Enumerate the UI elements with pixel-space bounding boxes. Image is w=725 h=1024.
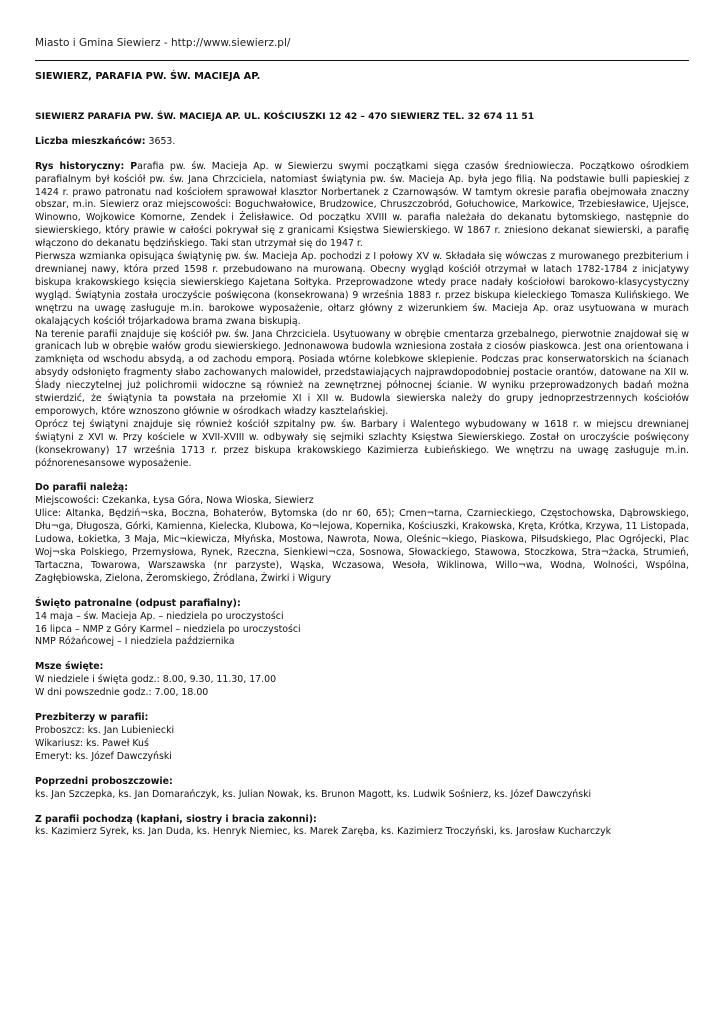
history-paragraph-3: Na terenie parafii znajduje się kościół pw. św. Jana Chrzciciela. Usytuowany w obrębie cmentarza grzebalnego, pierwotnie znajdował się w granicach lub w obrębie wałów grodu siewierskiego. Jednonawowa budowla wzniesiona została z ciosów piaskowca. Jest ona orientowana i zamknięta od wschodu absydą, a od zachodu emporą. Posiada wtórne kolebkowe sklepienie. Podczas prac konserwatorskich na ścianach absydy odsłonięto fragmenty słabo zachowanych malowideł, przedstawiających najprawdopodobniej postacie orantów, datowane na XII w. Ślady nieczytelnej już polichromii widoczne są również na zewnętrznej północnej ścianie. W wyniku przeprowadzonych badań można stwierdzić, że świątynia ta powstała na przełomie XI i XII w. Budowla siewierska należy do grupy jednoprzestrzennych kościołów emporowych, które wznoszono głównie w ośrodkach władzy kasztelańskiej. — [35, 328, 689, 417]
origin-heading: Z parafii pochodzą (kapłani, siostry i bracia zakonni): — [35, 813, 317, 825]
history-paragraph-2: Pierwsza wzmianka opisująca świątynię pw. św. Macieja Ap. pochodzi z I połowy XV w. Składała się wówczas z murowanego prezbiterium i drewnianej nawy, która przed 1598 r. przebudowano na murowaną. Obecny wygląd kościół otrzymał w latach 1782-1784 z inicjatywy biskupa krakowskiego księcia siewierskiego Kajetana Sołtyka. Przeprowadzone wtedy prace nadały kościołowi barokowo-klasycystyczny wygląd. Świątynia została uroczyście poświęcona (konsekrowana) 9 września 1883 r. przez biskupa kieleckiego Tomasza Kulińskiego. We wnętrzu na uwagę zasługuje m.in. barokowe wyposażenie, ołtarz główny z wizerunkiem św. Macieja Ap. oraz usytuowana w murach okalających kościół trójarkadowa brama zwana biskupią. — [35, 251, 689, 327]
feast-line: 16 lipca – NMP z Góry Karmel – niedziela po uroczystości — [35, 623, 301, 635]
population-line — [35, 136, 689, 149]
origin-list: ks. Kazimierz Syrek, ks. Jan Duda, ks. Henryk Niemiec, ks. Marek Zaręba, ks. Kazimierz Troczyński, ks. Jarosław Kucharczyk — [35, 826, 612, 838]
history-paragraph-1 — [35, 161, 689, 251]
priest-line: Wikariusz: ks. Paweł Kuś — [35, 737, 149, 749]
document-body — [35, 71, 689, 839]
population-label: Liczba mieszkańców: — [35, 135, 146, 147]
history-label: Rys historyczny: — [35, 160, 131, 172]
feast-heading: Święto patronalne (odpust parafialny): — [35, 597, 241, 609]
belongs-heading: Do parafii należą: — [35, 482, 129, 494]
belongs-streets: Ulice: Altanka, Będziń¬ska, Boczna, Bohaterów, Bytomska (do nr 60, 65); Cmen¬tarna, Czarnieckiego, Częstochowska, Dąbrowskiego, Dłu¬ga, Długosza, Górki, Kamienna, Kielecka, Klubowa, Ko¬lejowa, Kopernika, Kościuszki, Krakowska, Kręta, Krótka, Krzywa, 11 Listopada, Ludowa, Łokietka, 3 Maja, Mic¬kiewicza, Młyńska, Mostowa, Nawrota, Nowa, Oleśnic¬kiego, Piaskowa, Piłsudskiego, Plac Ogrójecki, Plac Woj¬ska Polskiego, Przemysłowa, Rynek, Rzeczna, Sienkiewi¬cza, Sosnowa, Słowackiego, Stawowa, Stoczkowa, Stra¬żacka, Strumień, Tartaczna, Towarowa, Warszawska (nr parzyste), Wąska, Wczasowa, Wesoła, Wiklinowa, Willo¬wa, Wodna, Wolności, Wspólna, Zagłębiowska, Zielona, Żeromskiego, Źródlana, Żwirki i Wigury — [35, 508, 689, 584]
former-priests-heading: Poprzedni proboszczowie: — [35, 775, 173, 787]
mass-line: W dni powszednie godz.: 7.00, 18.00 — [35, 687, 209, 699]
document-title: SIEWIERZ, PARAFIA PW. ŚW. MACIEJA AP. — [35, 71, 261, 82]
feast-line: 14 maja – św. Macieja Ap. – niedziela po uroczystości — [35, 610, 284, 622]
former-priests-list: ks. Jan Szczepka, ks. Jan Domarańczyk, ks. Julian Nowak, ks. Brunon Magott, ks. Ludwik Sośnierz, ks. Józef Dawczyński — [35, 788, 592, 800]
page-header-source: Miasto i Gmina Siewierz - http://www.siewierz.pl/ — [35, 37, 291, 49]
feast-line: NMP Różańcowej – I niedziela października — [35, 636, 235, 648]
parish-address: SIEWIERZ PARAFIA PW. ŚW. MACIEJA AP. UL. KOŚCIUSZKI 12 42 – 470 SIEWIERZ TEL. 32 674 11 51 — [35, 111, 535, 122]
priest-line: Emeryt: ks. Józef Dawczyński — [35, 750, 172, 762]
priests-heading: Prezbiterzy w parafii: — [35, 712, 149, 724]
history-text-1: arafia pw. św. Macieja Ap. w Siewierzu swymi początkami sięga czasów średniowiecza. Początkowo ośrodkiem parafialnym był kościół pw. św. Jana Chrzciciela, natomiast świątynia pw. św. Macieja Ap. była jego filią. Na podstawie bulli papieskiej z 1424 r. prawo patronatu nad kościołem sprawował klasztor Norbertanek z Czarnowąsów. W tamtym okresie parafia obejmowała znaczny obszar, m.in. Siewierz oraz miejscowości: Boguchwałowice, Brudzowice, Chruszczobród, Gołuchowice, Markowice, Trzebiesławice, Ujejsce, Winowno, Wojkowice Komorne, Zendek i Żelisławice. Od początku XVIII w. parafia należała do dekanatu bytomskiego, następnie do siewierskiego, który prawie w całości pokrywał się z granicami Księstwa Siewierskiego. W 1867 r. zniesiono dekanat siewierski, a parafię włączono do dekanatu będzińskiego. Taki stan utrzymał się do 1947 r. — [35, 160, 689, 250]
mass-heading: Msze święte: — [35, 661, 104, 673]
mass-line: W niedziele i święta godz.: 8.00, 9.30, 11.30, 17.00 — [35, 674, 277, 686]
history-paragraph-4: Oprócz tej świątyni znajduje się również kościół szpitalny pw. św. Barbary i Walentego wybudowany w 1618 r. w miejscu drewnianej świątyni z XVI w. Przy kościele w XVII-XVIII w. odbywały się sejmiki szlachty Księstwa Siewierskiego. Został on uroczyście poświęcony (konsekrowany) 17 września 1713 r. przez biskupa krakowskiego Kazimierza Łubieńskiego. We wnętrzu na uwagę zasługuje m.in. późnorenesansowe wyposażenie. — [35, 418, 689, 469]
priest-line: Proboszcz: ks. Jan Lubieniecki — [35, 724, 175, 736]
population-value: 3653. — [145, 135, 176, 147]
header-divider — [35, 60, 689, 61]
history-first-letter: P — [130, 160, 138, 172]
belongs-places: Miejscowości: Czekanka, Łysa Góra, Nowa Wioska, Siewierz — [35, 495, 314, 507]
